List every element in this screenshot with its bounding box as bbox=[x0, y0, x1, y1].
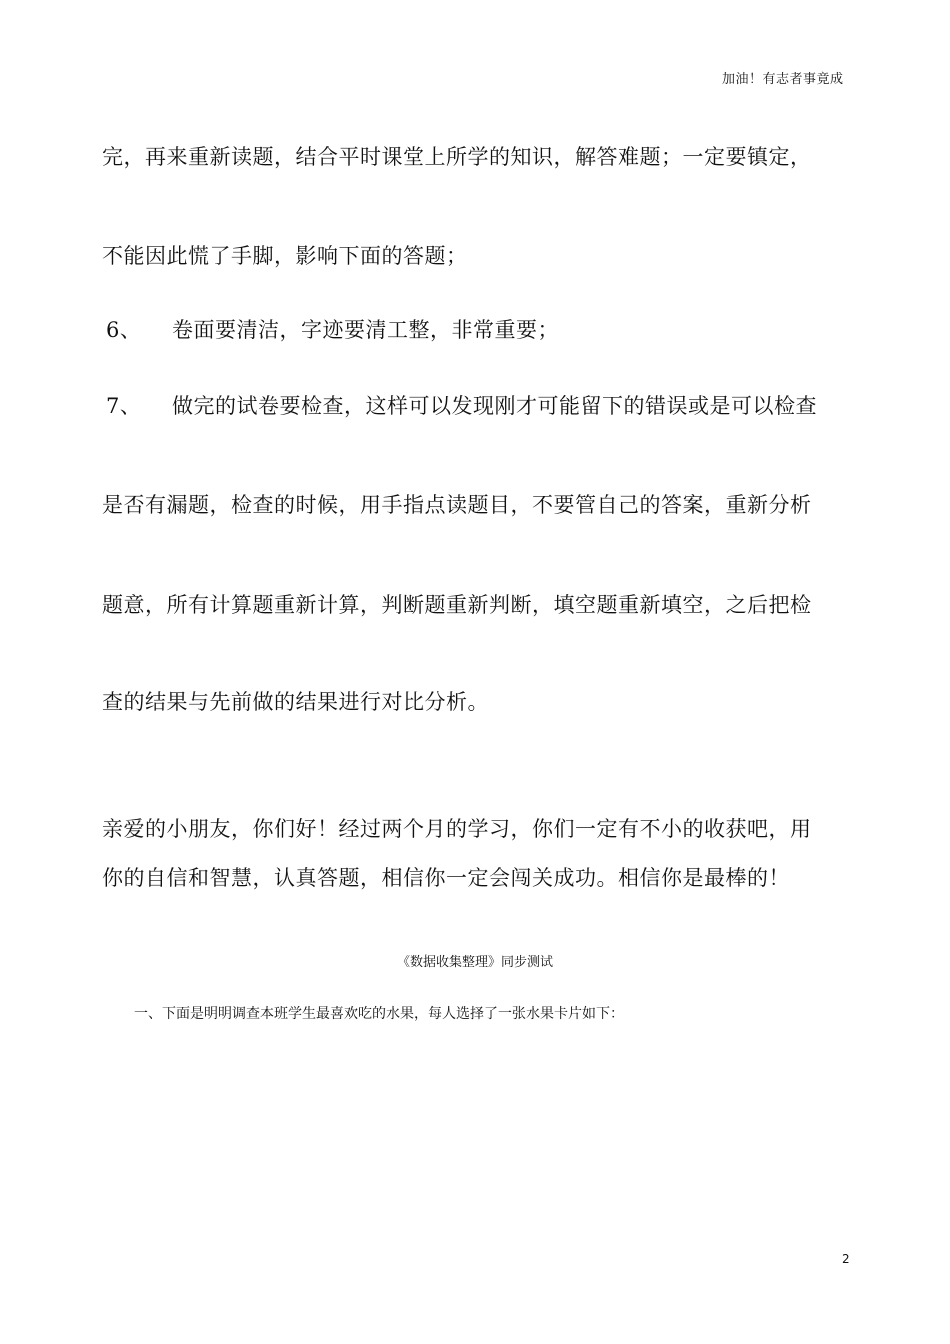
greeting-line-1: 亲爱的小朋友，你们好！经过两个月的学习，你们一定有不小的收获吧，用 bbox=[102, 817, 812, 841]
list-item-7-text: 做完的试卷要检查，这样可以发现刚才可能留下的错误或是可以检查 bbox=[172, 394, 817, 418]
list-item-7 bbox=[102, 390, 817, 420]
list-item-7-number: 7、 bbox=[106, 394, 142, 418]
header-motto: 加油！有志者事竟成 bbox=[722, 72, 844, 87]
page-number: 2 bbox=[842, 1252, 850, 1266]
list-item-6-number: 6、 bbox=[106, 318, 142, 342]
test-title: 《数据收集整理》同步测试 bbox=[396, 955, 553, 970]
list-item-6-text: 卷面要清洁，字迹要清工整，非常重要； bbox=[172, 318, 559, 342]
greeting-line-2: 你的自信和智慧，认真答题，相信你一定会闯关成功。相信你是最棒的！ bbox=[102, 866, 790, 890]
continuation-line-2: 题意，所有计算题重新计算，判断题重新判断，填空题重新填空，之后把检 bbox=[102, 593, 812, 617]
body-line-1: 完，再来重新读题，结合平时课堂上所学的知识，解答难题；一定要镇定， bbox=[102, 145, 812, 169]
continuation-line-3: 查的结果与先前做的结果进行对比分析。 bbox=[102, 690, 489, 714]
continuation-line-1: 是否有漏题，检查的时候，用手指点读题目，不要管自己的答案，重新分析 bbox=[102, 493, 812, 517]
question-1: 一、下面是明明调查本班学生最喜欢吃的水果，每人选择了一张水果卡片如下： bbox=[134, 1006, 624, 1022]
body-line-2: 不能因此慌了手脚，影响下面的答题； bbox=[102, 244, 468, 268]
list-item-6 bbox=[102, 314, 559, 344]
